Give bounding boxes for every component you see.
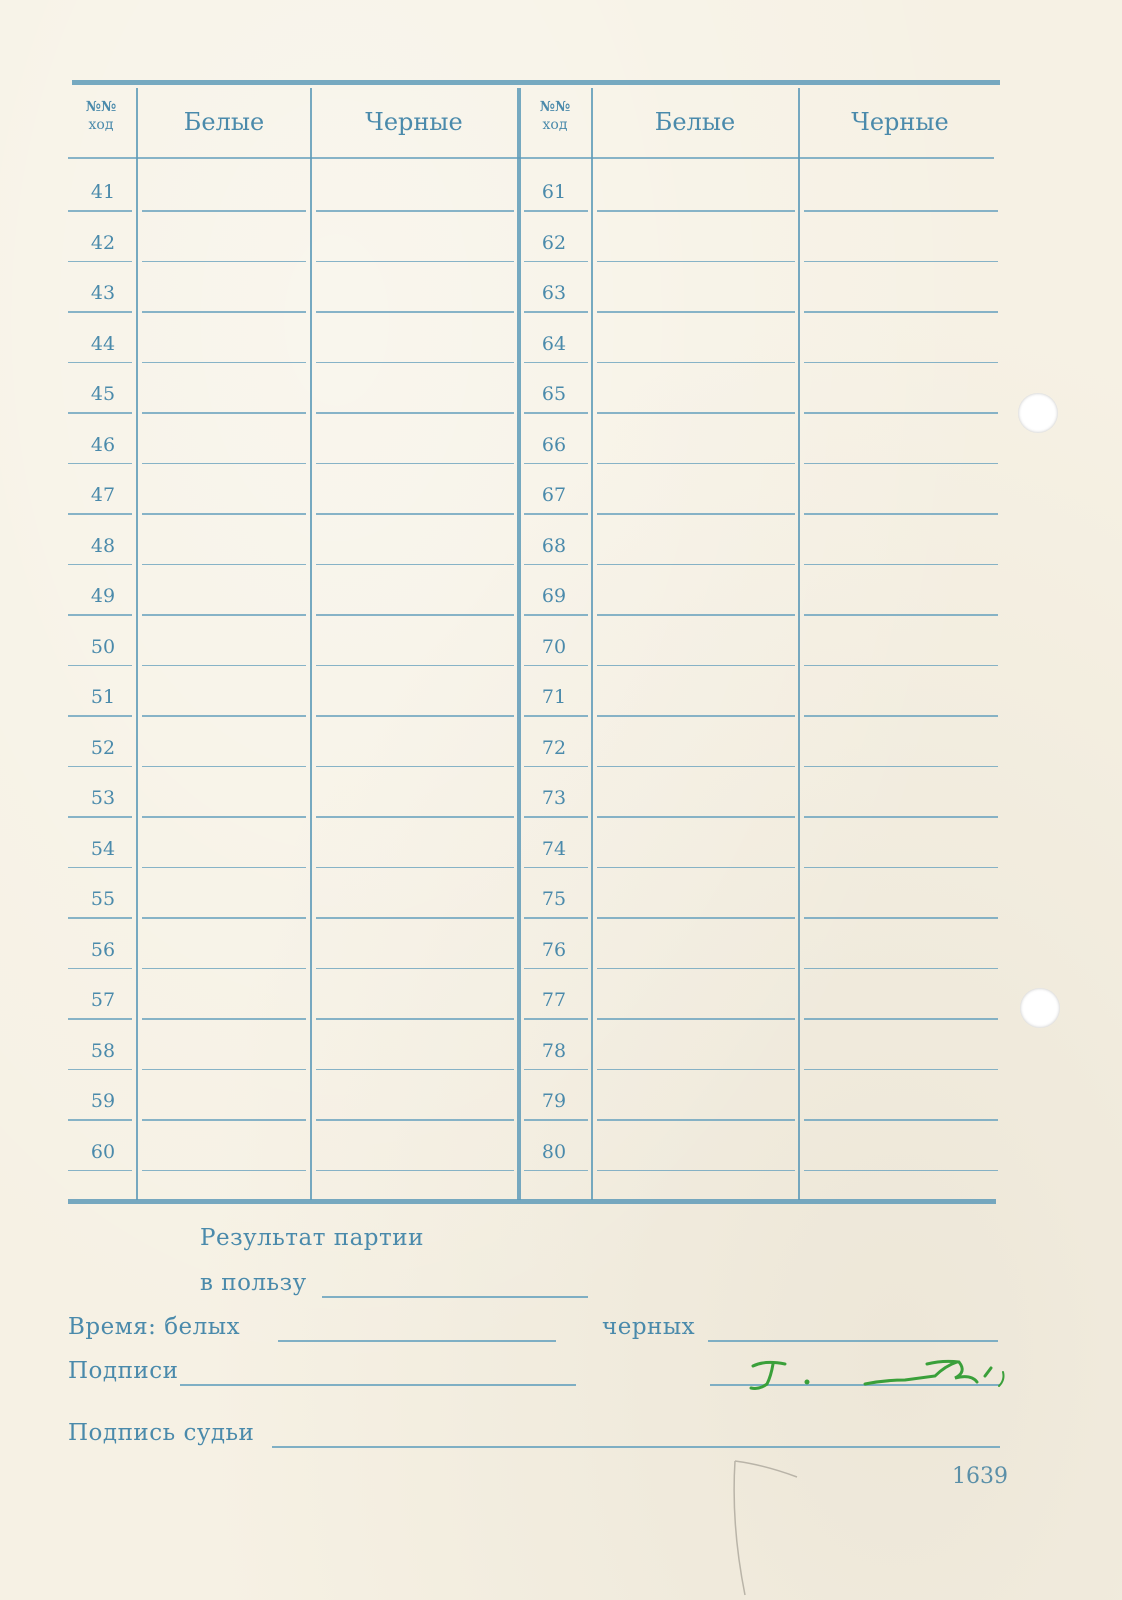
white-move-cell[interactable] [142, 816, 306, 818]
move-number: 74 [541, 837, 567, 860]
black-move-cell[interactable] [316, 614, 514, 616]
col-divider-center [517, 88, 521, 1200]
move-number: 70 [541, 635, 567, 658]
move-number: 48 [90, 534, 116, 557]
move-number: 49 [90, 585, 116, 607]
black-move-cell[interactable] [804, 513, 998, 515]
row-line-number-left [68, 210, 132, 212]
black-move-cell[interactable] [804, 1069, 998, 1071]
in-favor-label: в пользу [200, 1270, 307, 1296]
move-number: 67 [541, 484, 567, 506]
move-number: 59 [90, 1090, 116, 1112]
move-number: 51 [90, 686, 116, 708]
black-move-cell[interactable] [804, 412, 998, 414]
white-move-cell[interactable] [142, 1119, 306, 1121]
col-divider-4 [798, 88, 800, 1200]
black-move-cell[interactable] [316, 1170, 514, 1172]
move-number-header-left [76, 98, 126, 134]
white-move-cell[interactable] [142, 614, 306, 616]
row-line-number-left [68, 917, 132, 919]
white-move-cell[interactable] [142, 463, 306, 465]
row-line-number-right [524, 1018, 588, 1020]
black-move-cell[interactable] [316, 1069, 514, 1071]
move-sub-label: ход [542, 117, 568, 133]
move-number: 75 [541, 888, 567, 910]
move-sub-label: ход [88, 117, 114, 133]
row-line-number-right [524, 412, 588, 414]
row-line-number-right [524, 665, 588, 667]
black-move-cell[interactable] [316, 968, 514, 970]
black-move-cell[interactable] [316, 766, 514, 768]
move-number: 66 [541, 433, 567, 456]
move-number-header-right [527, 98, 583, 134]
white-move-cell[interactable] [142, 766, 306, 768]
white-move-cell[interactable] [142, 867, 306, 869]
black-move-cell[interactable] [804, 311, 998, 313]
move-number: 52 [90, 736, 116, 759]
move-number: 79 [541, 1090, 567, 1112]
black-move-cell[interactable] [316, 665, 514, 667]
black-move-cell[interactable] [316, 412, 514, 414]
black-move-cell[interactable] [804, 463, 998, 465]
time-white-field[interactable] [278, 1340, 556, 1342]
black-move-cell[interactable] [804, 917, 998, 919]
row-line-number-right [524, 463, 588, 465]
black-move-cell[interactable] [316, 816, 514, 818]
move-number: 77 [541, 989, 567, 1011]
black-move-cell[interactable] [316, 463, 514, 465]
white-move-cell[interactable] [597, 1170, 795, 1172]
black-move-cell[interactable] [804, 1170, 998, 1172]
black-move-cell[interactable] [316, 311, 514, 313]
move-number: 42 [90, 231, 116, 254]
time-white-label: Время: белых [68, 1314, 241, 1340]
white-move-cell[interactable] [597, 867, 795, 869]
black-move-cell[interactable] [804, 816, 998, 818]
header-underline [68, 157, 994, 159]
black-move-cell[interactable] [316, 715, 514, 717]
row-line-number-right [524, 816, 588, 818]
row-line-number-left [68, 1170, 132, 1172]
row-line-number-right [524, 766, 588, 768]
black-move-cell[interactable] [316, 513, 514, 515]
white-header-right: Белые [654, 108, 736, 136]
white-move-cell[interactable] [597, 463, 795, 465]
black-header-right: Черные [851, 108, 949, 136]
white-move-cell[interactable] [142, 210, 306, 212]
move-no-label: №№ [539, 99, 571, 115]
table-top-border [72, 80, 1000, 85]
black-move-cell[interactable] [316, 867, 514, 869]
row-line-number-left [68, 665, 132, 667]
white-move-cell[interactable] [142, 311, 306, 313]
white-move-cell[interactable] [142, 261, 306, 263]
black-move-cell[interactable] [804, 715, 998, 717]
row-line-number-right [524, 715, 588, 717]
white-move-cell[interactable] [597, 715, 795, 717]
move-number: 58 [90, 1039, 116, 1062]
white-move-cell[interactable] [142, 1170, 306, 1172]
move-number: 63 [541, 282, 567, 304]
row-line-number-left [68, 362, 132, 364]
row-line-number-right [524, 1119, 588, 1121]
white-move-cell[interactable] [142, 917, 306, 919]
white-move-cell[interactable] [597, 614, 795, 616]
row-line-number-left [68, 867, 132, 869]
punch-hole-bottom [1020, 988, 1060, 1028]
row-line-number-left [68, 1018, 132, 1020]
black-move-cell[interactable] [804, 867, 998, 869]
white-move-cell[interactable] [597, 362, 795, 364]
time-black-field[interactable] [708, 1340, 998, 1342]
row-line-number-right [524, 614, 588, 616]
signature-white-field[interactable] [180, 1384, 576, 1386]
in-favor-field[interactable] [322, 1296, 588, 1298]
row-line-number-left [68, 311, 132, 313]
white-move-cell[interactable] [142, 1018, 306, 1020]
move-number: 61 [541, 181, 567, 203]
white-header-left: Белые [183, 108, 265, 136]
black-move-cell[interactable] [804, 564, 998, 566]
white-move-cell[interactable] [597, 412, 795, 414]
white-move-cell[interactable] [142, 968, 306, 970]
sheet-number: 1639 [952, 1464, 1008, 1489]
judge-signature-label: Подпись судьи [68, 1420, 255, 1446]
black-move-cell[interactable] [804, 1119, 998, 1121]
black-move-cell[interactable] [316, 362, 514, 364]
row-line-number-left [68, 816, 132, 818]
row-line-number-right [524, 311, 588, 313]
black-move-cell[interactable] [316, 1119, 514, 1121]
pencil-mark [705, 1455, 815, 1600]
move-number: 43 [90, 282, 116, 304]
white-move-cell[interactable] [597, 665, 795, 667]
black-move-cell[interactable] [804, 1018, 998, 1020]
move-number: 64 [541, 332, 567, 355]
move-number: 44 [90, 332, 116, 355]
white-move-cell[interactable] [597, 1069, 795, 1071]
result-label: Результат партии [200, 1225, 424, 1251]
row-line-number-left [68, 1119, 132, 1121]
move-number: 50 [90, 635, 116, 658]
black-move-cell[interactable] [804, 968, 998, 970]
table-bottom-border [68, 1199, 996, 1204]
black-move-cell[interactable] [316, 917, 514, 919]
move-number: 46 [90, 433, 116, 456]
move-number: 53 [90, 787, 116, 809]
white-move-cell[interactable] [142, 564, 306, 566]
row-line-number-left [68, 564, 132, 566]
punch-hole-top [1018, 393, 1058, 433]
col-divider-3 [591, 88, 593, 1200]
row-line-number-left [68, 513, 132, 515]
row-line-number-left [68, 766, 132, 768]
white-move-cell[interactable] [597, 766, 795, 768]
time-black-label: черных [602, 1314, 696, 1340]
move-number: 78 [541, 1039, 567, 1062]
move-number: 56 [90, 938, 116, 961]
row-line-number-right [524, 362, 588, 364]
white-move-cell[interactable] [597, 261, 795, 263]
row-line-number-right [524, 261, 588, 263]
white-move-cell[interactable] [597, 1119, 795, 1121]
row-line-number-left [68, 261, 132, 263]
white-move-cell[interactable] [142, 412, 306, 414]
white-move-cell[interactable] [597, 917, 795, 919]
move-number: 62 [541, 231, 567, 254]
white-move-cell[interactable] [597, 311, 795, 313]
row-line-number-right [524, 564, 588, 566]
row-line-number-right [524, 917, 588, 919]
row-line-number-right [524, 1069, 588, 1071]
white-move-cell[interactable] [597, 210, 795, 212]
move-number: 72 [541, 736, 567, 759]
move-number: 68 [541, 534, 567, 557]
move-number: 65 [541, 383, 567, 405]
move-no-label: №№ [85, 99, 117, 115]
row-line-number-left [68, 412, 132, 414]
row-line-number-right [524, 210, 588, 212]
move-number: 71 [541, 686, 567, 708]
white-move-cell[interactable] [142, 665, 306, 667]
black-move-cell[interactable] [804, 210, 998, 212]
move-number: 80 [541, 1140, 567, 1163]
move-number: 54 [90, 837, 116, 860]
row-line-number-left [68, 968, 132, 970]
col-divider-1 [136, 88, 138, 1200]
white-move-cell[interactable] [597, 968, 795, 970]
white-move-cell[interactable] [597, 816, 795, 818]
white-move-cell[interactable] [142, 715, 306, 717]
move-number: 69 [541, 585, 567, 607]
black-move-cell[interactable] [804, 766, 998, 768]
black-move-cell[interactable] [316, 261, 514, 263]
black-header-left: Черные [365, 108, 463, 136]
row-line-number-right [524, 968, 588, 970]
black-move-cell[interactable] [804, 614, 998, 616]
white-move-cell[interactable] [142, 1069, 306, 1071]
row-line-number-right [524, 513, 588, 515]
row-line-number-left [68, 463, 132, 465]
handwritten-signature [745, 1350, 1015, 1400]
black-move-cell[interactable] [804, 362, 998, 364]
row-line-number-right [524, 1170, 588, 1172]
move-number: 55 [90, 888, 116, 910]
move-number: 47 [90, 484, 116, 506]
white-move-cell[interactable] [597, 513, 795, 515]
col-divider-2 [310, 88, 312, 1200]
move-number: 45 [90, 383, 116, 405]
judge-signature-field[interactable] [272, 1446, 1000, 1448]
signatures-label: Подписи [68, 1358, 179, 1384]
row-line-number-left [68, 715, 132, 717]
black-move-cell[interactable] [316, 564, 514, 566]
white-move-cell[interactable] [142, 513, 306, 515]
move-number: 60 [90, 1140, 116, 1163]
row-line-number-left [68, 614, 132, 616]
white-move-cell[interactable] [597, 1018, 795, 1020]
black-move-cell[interactable] [804, 665, 998, 667]
black-move-cell[interactable] [804, 261, 998, 263]
white-move-cell[interactable] [597, 564, 795, 566]
move-number: 41 [90, 181, 116, 203]
white-move-cell[interactable] [142, 362, 306, 364]
black-move-cell[interactable] [316, 210, 514, 212]
move-number: 57 [90, 989, 116, 1011]
row-line-number-left [68, 1069, 132, 1071]
move-number: 73 [541, 787, 567, 809]
row-line-number-right [524, 867, 588, 869]
black-move-cell[interactable] [316, 1018, 514, 1020]
move-number: 76 [541, 938, 567, 961]
